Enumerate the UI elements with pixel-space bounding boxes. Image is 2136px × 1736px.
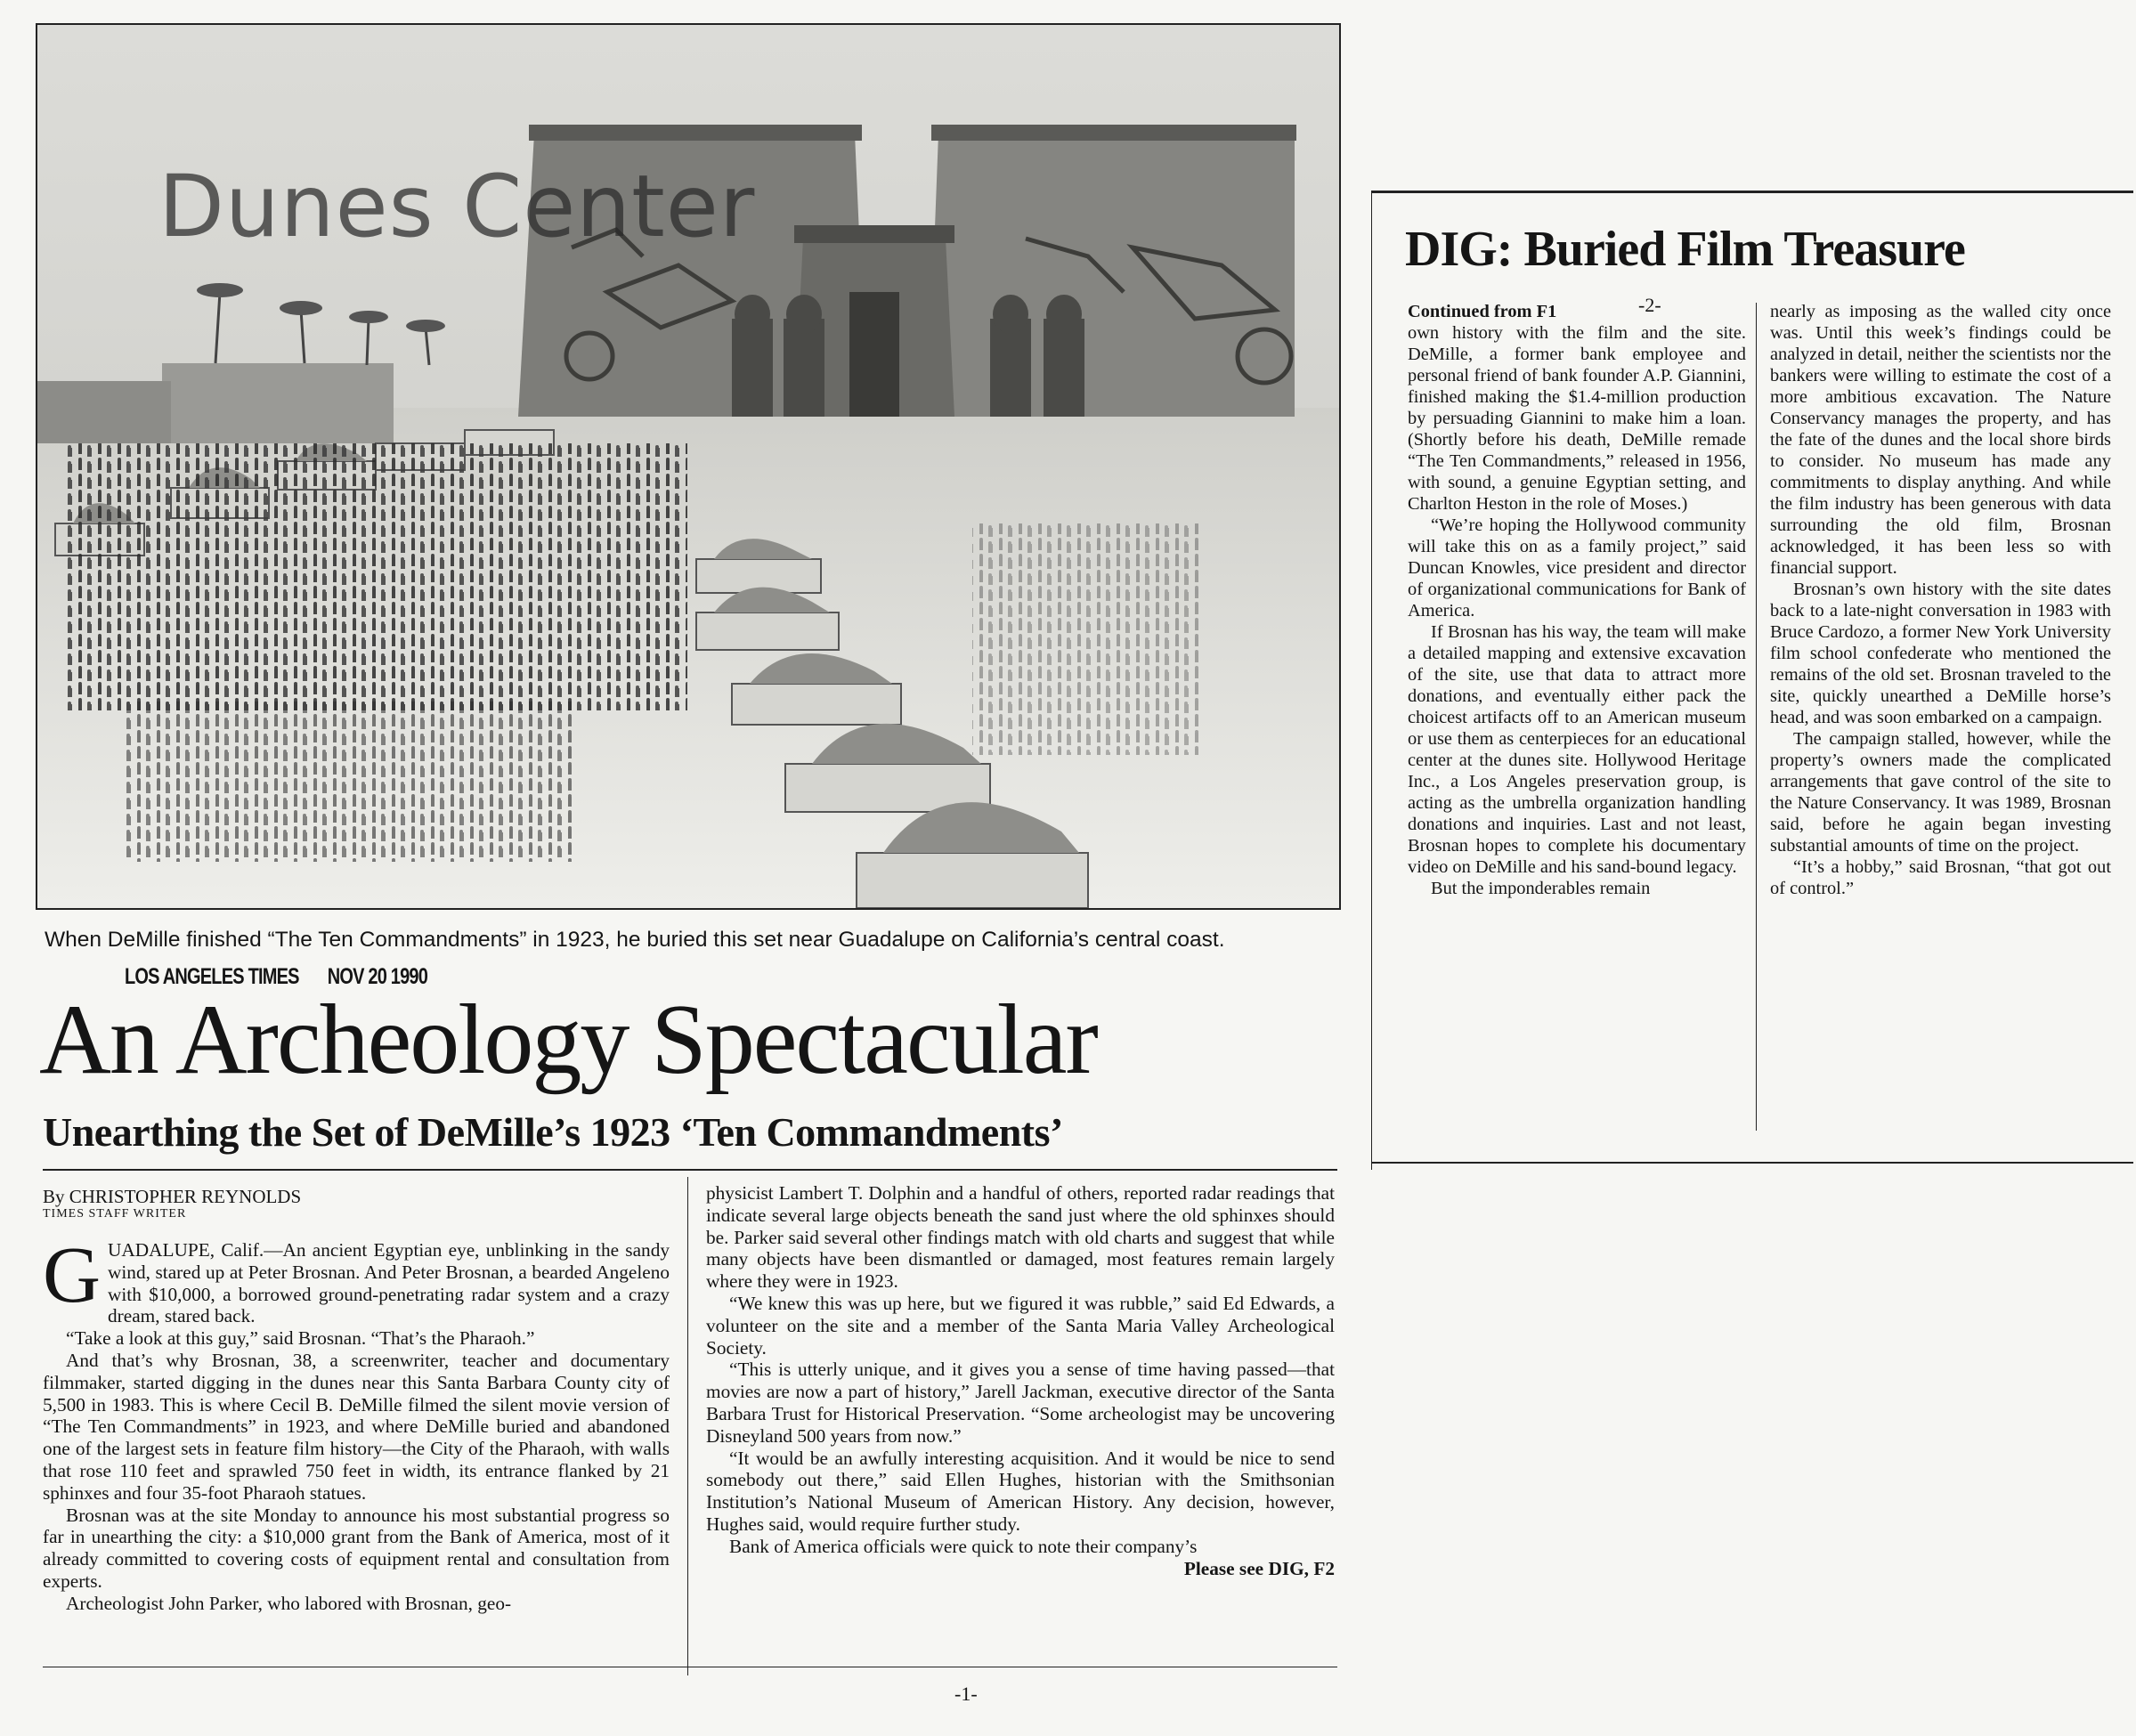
continuation-left-rule (1371, 191, 1372, 1170)
paragraph: And that’s why Brosnan, 38, a screenwriter, teacher and documentary filmmaker, started digging in the dunes near this Santa Barbara County city of 5,500 in 1983. This is where Cecil B. DeMille filmed the silent movie version of “The Ten Commandments” in 1923, and where DeMille buried and abandoned one of the largest sets in feature film history—the City of the Pharaoh, with walls that rose 110 feet and sprawled 750 feet in width, its entrance flanked by 21 sphinxes and four 35-foot Pharaoh statues. (43, 1349, 670, 1504)
article-column-1 (43, 1231, 670, 1615)
subheadline: Unearthing the Set of DeMille’s 1923 ‘Ten Commandments’ (43, 1109, 1063, 1155)
headline: An Archeology Spectacular (39, 985, 1097, 1095)
paragraph: “This is utterly unique, and it gives you a sense of time having passed—that movies are now a part of history,” Jarell Jackman, executive director of the Santa Barbara Trust for Historical Preservation. “Some archeologist may be uncovering Disneyland 500 years from now.” (706, 1359, 1335, 1447)
paragraph: GUADALUPE, Calif.—An ancient Egyptian eye, unblinking in the sandy wind, stared up at Peter Brosnan. And Peter Brosnan, a bearded Angeleno with $10,000, a borrowed ground-penetrating radar system and a crazy dream, stared back. (43, 1231, 670, 1327)
page-marker-2: -2- (1638, 294, 1661, 316)
divider (43, 1169, 1337, 1171)
paragraph: “It’s a hobby,” said Brosnan, “that got out of control.” (1770, 857, 2111, 898)
paragraph: “Take a look at this guy,” said Brosnan. “That’s the Pharaoh.” (66, 1327, 535, 1350)
continued-from: Continued from F1 (1408, 302, 1557, 321)
paragraph: physicist Lambert T. Dolphin and a handful of others, reported radar readings that indicate several large objects beneath the sand just where the old sphinxes should be. Parker said several other findings match with old charts and suggest that while many objects have been dismantled or damaged, most features remain largely where they were in 1923. (706, 1182, 1335, 1293)
clipping-source: LOS ANGELES TIMES (125, 964, 299, 989)
photo-caption: When DeMille finished “The Ten Commandments” in 1923, he buried this set near Guadalupe on California’s central coast. (45, 928, 1225, 952)
article-column-2 (706, 1182, 1335, 1579)
byline (43, 1186, 301, 1221)
continuation-top-rule (1371, 191, 2133, 193)
paragraph: Brosnan was at the site Monday to announce his most substantial progress so far in unearthing the city: a $10,000 grant from the Bank of America, most of it already committed to covering costs of equipment rental and consultation from experts. (43, 1504, 670, 1592)
watermark: Dunes Center (158, 157, 756, 256)
paragraph: If Brosnan has his way, the team will make a detailed mapping and extensive excavation of the site, use that data to attract more donations, and eventually either pack the choicest artifacts off to an American museum or use them as centerpieces for an educational center at the dunes site. Hollywood Heritage Inc., a Los Angeles preservation group, is acting as the umbrella organization handling donations and inquiries. Last and not least, Brosnan hopes to complete his documentary video on DeMille and his sand-bound legacy. (1408, 622, 1746, 877)
paragraph: nearly as imposing as the walled city once was. Until this week’s findings could be analyzed in detail, neither the scientists nor the bankers were willing to estimate the cost of a more ambitious excavation. The Nature Conservancy manages the property, and has the fate of the dunes and the local shore birds to consider. No museum has made any commitments to display anything. And while the film industry has been generous with data surrounding the old film, Brosnan acknowledged, it has been less so with financial support. (1770, 302, 2111, 578)
paragraph: But the imponderables remain (1431, 879, 1651, 898)
continuation-column-2 (1770, 301, 2111, 899)
paragraph: own history with the film and the site. DeMille, a former bank employee and personal friend of bank founder A.P. Giannini, finished making the $1.4-million production by persuading Giannini to make him a loan. (Shortly before his death, DeMille remade “The Ten Commandments,” released in 1956, with sound, a genuine Egyptian setting, and Charlton Heston in the role of Moses.) (1408, 323, 1746, 514)
jump-line: Please see DIG, F2 (1183, 1557, 1335, 1579)
paragraph: “We knew this was up here, but we figured it was rubble,” said Ed Edwards, a volunteer on the site and a member of the Santa Maria Valley Archeological Society. (706, 1292, 1335, 1359)
byline-name: By CHRISTOPHER REYNOLDS (43, 1186, 302, 1207)
paragraph: Archeologist John Parker, who labored with Brosnan, geo- (66, 1592, 512, 1614)
byline-role: TIMES STAFF WRITER (43, 1207, 187, 1221)
continuation-title: DIG: Buried Film Treasure (1405, 222, 1965, 277)
paragraph: Brosnan’s own history with the site dates back to a late-night conversation in 1983 with Bruce Cardozo, a former New York University film school confederate who mentioned the remains of the old set. Brosnan traveled to the site, quickly unearthed a DeMille horse’s head, and was soon embarked on a campaign. (1770, 580, 2111, 727)
column-divider (687, 1177, 688, 1675)
paragraph: Bank of America officials were quick to note their company’s (729, 1535, 1198, 1557)
clipping-date: NOV 20 1990 (327, 964, 428, 989)
paragraph: The campaign stalled, however, while the property’s owners made the complicated arrangements that gave control of the site to the Nature Conservancy. It was 1989, Brosnan said, before he again began investing substantial amounts of time on the project. (1770, 729, 2111, 856)
continuation-bottom-rule (1371, 1162, 2133, 1164)
drop-cap: G (43, 1231, 101, 1319)
continuation-column-1 (1408, 301, 1746, 899)
page-marker: -1- (954, 1683, 978, 1705)
paragraph: “It would be an awfully interesting acquisition. And it would be nice to send somebody out there,” said Ellen Hughes, historian with the Smithsonian Institution’s National Museum of American History. Any decision, however, Hughes said, would require further study. (706, 1447, 1335, 1535)
continuation-column-divider (1756, 303, 1757, 1131)
paragraph: “We’re hoping the Hollywood community will take this on as a family project,” said Duncan Knowles, vice president and director of organizational communications for Bank of America. (1408, 515, 1746, 621)
